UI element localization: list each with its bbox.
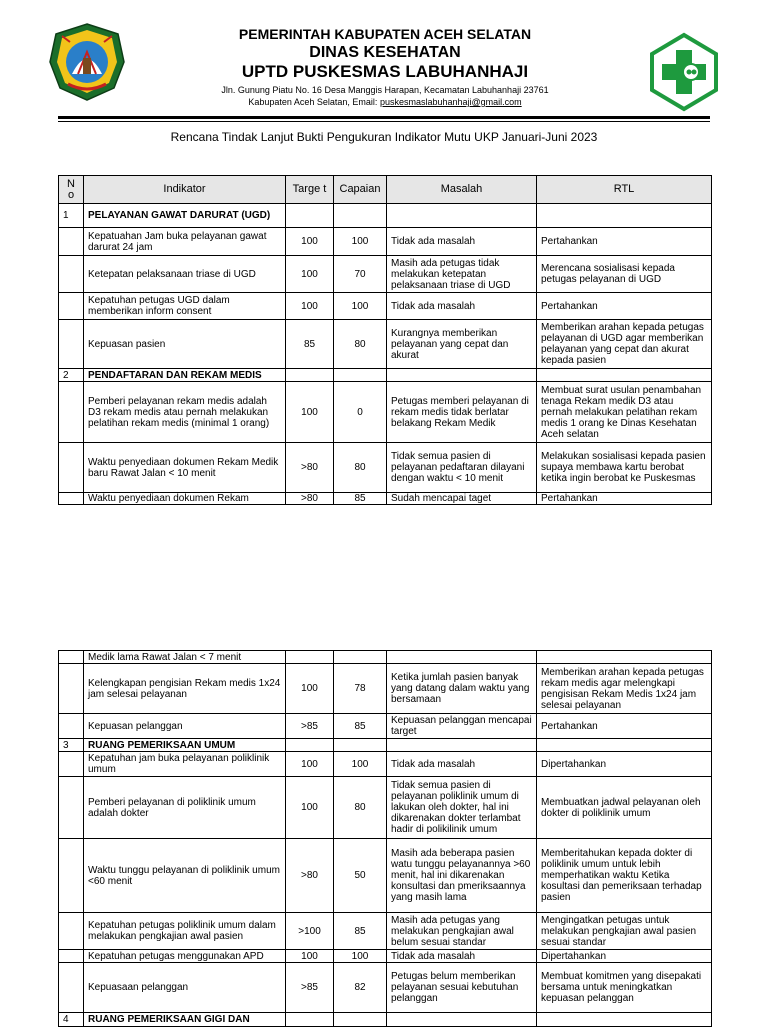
letterhead	[0, 0, 768, 120]
capaian-cell: 80	[334, 777, 387, 839]
capaian-cell: 100	[334, 293, 387, 320]
masalah-cell: Tidak ada masalah	[387, 228, 537, 256]
table-row	[59, 913, 712, 950]
masalah-cell: Tidak ada masalah	[387, 752, 537, 777]
rtl-cell: Pertahankan	[537, 714, 712, 739]
masalah-cell: Masih ada beberapa pasien watu tunggu pelayanannya >60 menit, hal ini dikarenakan konsultasi dan pmeriksaannya yang masih lama	[387, 839, 537, 913]
target-cell: 100	[286, 382, 334, 443]
capaian-cell: 80	[334, 320, 387, 369]
section-title: RUANG PEMERIKSAAN UMUM	[84, 739, 286, 752]
capaian-cell: 100	[334, 950, 387, 963]
table-row	[59, 963, 712, 1013]
indikator-cell: Waktu penyediaan dokumen Rekam	[84, 493, 286, 505]
rtl-cell: Pertahankan	[537, 228, 712, 256]
indikator-cell: Medik lama Rawat Jalan < 7 menit	[84, 651, 286, 664]
capaian-cell: 78	[334, 664, 387, 714]
capaian-cell: 0	[334, 382, 387, 443]
document-title: Rencana Tindak Lanjut Bukti Pengukuran Indikator Mutu UKP Januari-Juni 2023	[170, 130, 598, 144]
target-cell: >100	[286, 913, 334, 950]
capaian-cell: 82	[334, 963, 387, 1013]
section-row	[59, 739, 712, 752]
email-link[interactable]: puskesmaslabuhanhaji@gmail.com	[379, 97, 522, 107]
indikator-cell: Kelengkapan pengisian Rekam medis 1x24 jam selesai pelayanan	[84, 664, 286, 714]
masalah-cell: Tidak semua pasien di pelayanan pedaftaran dilayani dengan waktu < 10 menit	[387, 443, 537, 493]
capaian-cell: 100	[334, 228, 387, 256]
capaian-cell: 100	[334, 752, 387, 777]
table-row	[59, 382, 712, 443]
section-number: 4	[59, 1013, 84, 1027]
table-row	[59, 752, 712, 777]
regency-emblem-icon	[48, 22, 126, 102]
letterhead-rule-thick	[58, 116, 710, 119]
table-row	[59, 320, 712, 369]
table-row	[59, 950, 712, 963]
table-row	[59, 493, 712, 505]
section-title: PELAYANAN GAWAT DARURAT (UGD)	[84, 204, 286, 228]
indikator-cell: Kepatuhan petugas UGD dalam memberikan inform consent	[84, 293, 286, 320]
table-row	[59, 664, 712, 714]
target-cell: >85	[286, 963, 334, 1013]
masalah-cell: Masih ada petugas yang melakukan pengkajian awal belum sesuai standar	[387, 913, 537, 950]
indikator-cell: Pemberi pelayanan di poliklinik umum adalah dokter	[84, 777, 286, 839]
masalah-cell: Sudah mencapai taget	[387, 493, 537, 505]
letterhead-rule-thin	[58, 121, 710, 122]
rtl-cell: Memberitahukan kepada dokter di poliklinik umum untuk lebih memperhatikan waktu Ketika kosultasi dan pemeriksaan terhadap pasien	[537, 839, 712, 913]
target-cell: 100	[286, 256, 334, 293]
indikator-cell: Kepuasan pelanggan	[84, 714, 286, 739]
contact-prefix: Kabupaten Aceh Selatan, Email:	[248, 97, 380, 107]
rtl-cell: Pertahankan	[537, 293, 712, 320]
office-name: DINAS KESEHATAN	[309, 44, 461, 61]
rtl-cell: Pertahankan	[537, 493, 712, 505]
table-header-row	[59, 176, 712, 204]
section-title: PENDAFTARAN DAN REKAM MEDIS	[84, 369, 286, 382]
indicator-table-page-2	[58, 650, 712, 1027]
target-cell: >80	[286, 839, 334, 913]
table-row	[59, 777, 712, 839]
masalah-cell: Ketika jumlah pasien banyak yang datang dalam waktu yang bersamaan	[387, 664, 537, 714]
letterhead-text	[130, 26, 640, 108]
indikator-cell: Kepatuhan petugas menggunakan APD	[84, 950, 286, 963]
target-cell: >80	[286, 493, 334, 505]
indikator-cell: Ketepatan pelaksanaan triase di UGD	[84, 256, 286, 293]
capaian-cell: 70	[334, 256, 387, 293]
rtl-cell: Memberikan arahan kepada petugas pelayanan di UGD agar memberikan pelayanan yang cepat dan akurat kepada pasien	[537, 320, 712, 369]
target-cell: >80	[286, 443, 334, 493]
masalah-cell: Tidak semua pasien di pelayanan poliklinik umum di lakukan oleh dokter, hal ini dikarenakan dokter terlambat hadir di polikilinik umum	[387, 777, 537, 839]
table-row	[59, 293, 712, 320]
masalah-cell: Tidak ada masalah	[387, 293, 537, 320]
section-number: 1	[59, 204, 84, 228]
indikator-cell: Waktu tunggu pelayanan di poliklinik umum <60 menit	[84, 839, 286, 913]
target-cell: 100	[286, 777, 334, 839]
target-cell: 100	[286, 664, 334, 714]
capaian-cell: 50	[334, 839, 387, 913]
rtl-cell: Membuatkan jadwal pelayanan oleh dokter di poliklinik umum	[537, 777, 712, 839]
masalah-cell: Petugas belum memberikan pelayanan sesuai kebutuhan pelanggan	[387, 963, 537, 1013]
capaian-cell: 80	[334, 443, 387, 493]
indikator-cell: Kepatuhan jam buka pelayanan poliklinik umum	[84, 752, 286, 777]
table-row	[59, 228, 712, 256]
indikator-cell: Pemberi pelayanan rekam medis adalah D3 rekam medis atau pernah melakukan pelatihan rekam medis (minimal 1 orang)	[84, 382, 286, 443]
table-row	[59, 651, 712, 664]
indikator-cell: Kepuasaan pelanggan	[84, 963, 286, 1013]
masalah-cell: Masih ada petugas tidak melakukan ketepatan pelaksanaan triase di UGD	[387, 256, 537, 293]
section-title: RUANG PEMERIKSAAN GIGI DAN	[84, 1013, 286, 1027]
rtl-cell: Melakukan sosialisasi kepada pasien supaya membawa kartu berobat ketika ingin berobat ke Puskesmas	[537, 443, 712, 493]
indikator-cell: Waktu penyediaan dokumen Rekam Medik baru Rawat Jalan < 10 menit	[84, 443, 286, 493]
rtl-cell: Dipertahankan	[537, 752, 712, 777]
section-number: 3	[59, 739, 84, 752]
government-name: PEMERINTAH KABUPATEN ACEH SELATAN	[238, 26, 532, 42]
indikator-cell: Kepuasan pasien	[84, 320, 286, 369]
section-number: 2	[59, 369, 84, 382]
col-header-no: N o	[59, 176, 84, 204]
rtl-cell: Dipertahankan	[537, 950, 712, 963]
rtl-cell: Membuat surat usulan penambahan tenaga Rekam medik D3 atau pernah melakukan pelatihan rekam medis 1 orang ke Dinas Kesehatan Aceh selatan	[537, 382, 712, 443]
table-row	[59, 443, 712, 493]
contact-line	[130, 96, 640, 108]
col-header-target: Targe t	[286, 176, 334, 204]
target-cell: 100	[286, 293, 334, 320]
target-cell: 100	[286, 950, 334, 963]
col-header-masalah: Masalah	[387, 176, 537, 204]
table-row	[59, 839, 712, 913]
masalah-cell: Kurangnya memberikan pelayanan yang cepat dan akurat	[387, 320, 537, 369]
masalah-cell: Tidak ada masalah	[387, 950, 537, 963]
section-row	[59, 1013, 712, 1027]
table-row	[59, 714, 712, 739]
target-cell: 100	[286, 752, 334, 777]
puskesmas-name: UPTD PUSKESMAS LABUHANHAJI	[241, 62, 529, 81]
target-cell: >85	[286, 714, 334, 739]
capaian-cell: 85	[334, 913, 387, 950]
masalah-cell: Petugas memberi pelayanan di rekam medis tidak berlatar belakang Rekam Medik	[387, 382, 537, 443]
target-cell: 85	[286, 320, 334, 369]
target-cell: 100	[286, 228, 334, 256]
rtl-cell: Membuat komitmen yang disepakati bersama untuk meningkatkan kepuasan pelanggan	[537, 963, 712, 1013]
puskesmas-logo-icon	[648, 32, 720, 112]
col-header-indikator: Indikator	[84, 176, 286, 204]
col-header-capaian: Capaian	[334, 176, 387, 204]
indicator-table-page-1	[58, 175, 712, 505]
section-row	[59, 369, 712, 382]
indikator-cell: Kepatuahan Jam buka pelayanan gawat darurat 24 jam	[84, 228, 286, 256]
section-row	[59, 204, 712, 228]
indikator-cell: Kepatuhan petugas poliklinik umum dalam melakukan pengkajian awal pasien	[84, 913, 286, 950]
masalah-cell: Kepuasan pelanggan mencapai target	[387, 714, 537, 739]
col-header-rtl: RTL	[537, 176, 712, 204]
address: Jln. Gunung Piatu No. 16 Desa Manggis Harapan, Kecamatan Labuhanhaji 23761	[221, 85, 549, 95]
rtl-cell: Merencana sosialisasi kepada petugas pelayanan di UGD	[537, 256, 712, 293]
table-row	[59, 256, 712, 293]
rtl-cell: Mengingatkan petugas untuk melakukan pengkajian awal pasien sesuai standar	[537, 913, 712, 950]
capaian-cell: 85	[334, 714, 387, 739]
rtl-cell: Memberikan arahan kepada petugas rekam medis agar melengkapi pengisisan Rekam Medis 1x24 jam selesai pelayanan	[537, 664, 712, 714]
capaian-cell: 85	[334, 493, 387, 505]
